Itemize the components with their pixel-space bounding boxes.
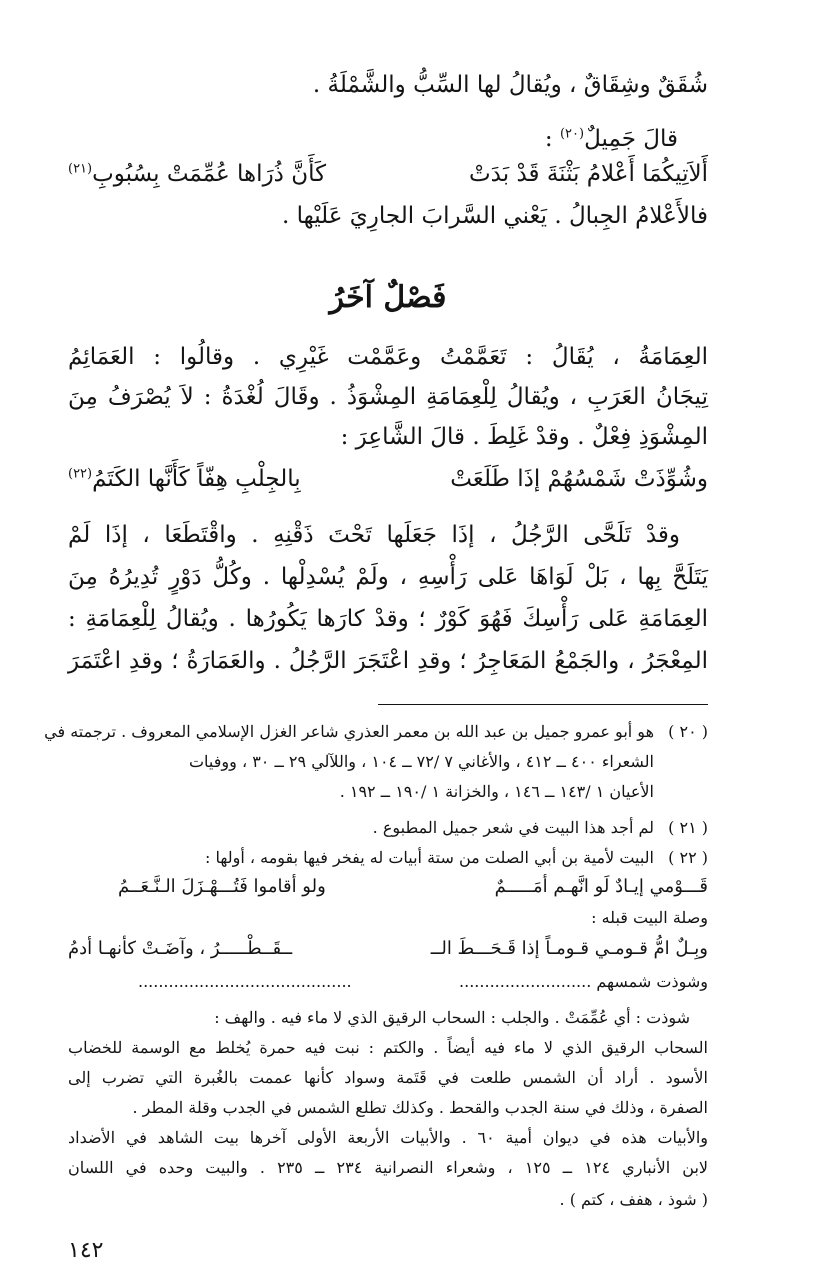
para1-line-2: تِيجَانُ العَرَبِ ، ويُقالُ لِلْعِمَامَةِ المِشْوَذُ . وقَالَ لُغْدَةُ : لاَ يُصْرَفُ مِنَ	[68, 384, 708, 410]
footnote-22-explain-7: ( شوذ ، هفف ، كتم ) .	[559, 1190, 708, 1209]
para1-line-1: العِمَامَةُ ، يُقَالُ : تَعَمَّمْتُ وعَمَّمْت غَيْرِي . وقالُوا : العَمَائِمُ	[68, 344, 708, 370]
footnote-20-text-1: هو أبو عمرو جميل بن عبد الله بن معمر العذري شاعر الغزل الإسلامي المعروف . ترجمته في	[44, 722, 654, 741]
fn22-v1-right: قَـــوْمي إيـادٌ لَو انَّهـم أمَـــــمٌ	[494, 876, 708, 897]
fn22-v3-right: وشوذت شمسهم ..........................	[459, 972, 708, 991]
footnote-ref-20: (٢٠)	[559, 126, 585, 142]
fn22-v2-left: ــقَــطْـــــرُ ، وآضَـتْ كأنهـا أدمُ	[68, 938, 293, 959]
footnote-20-line-3: الأعيان ١ /١٤٣ ــ ١٤٦ ، والخزانة ١ /١٩٠ ــ ١٩٢ .	[339, 782, 654, 801]
para2-line-4: المِعْجَرُ ، والجَمْعُ المَعَاجِرُ ؛ وقدِ اعْتَجَرَ الرَّجُلُ . والعَمَارَةُ ؛ وقدِ اعْتَمَرَ	[68, 648, 708, 674]
para2-line-3: العِمَامَةِ عَلى رَأْسِكَ فَهُوَ كَوْرٌ ؛ وقدْ كارَها يَكُورُها . ويُقالُ لِلْعِمَامَةِ :	[68, 606, 708, 632]
section-heading: فَصْلٌ آخَرُ	[329, 280, 447, 315]
fn22-v3-left: ..........................................	[138, 972, 352, 991]
footnote-22-link: وصلة البيت قبله :	[591, 908, 708, 927]
fn22-v1-left: ولو أقاموا فَتُـــهْـزَلَ الـنَّـعَــمُ	[118, 876, 326, 897]
footnote-22-verse-2	[68, 938, 708, 960]
para2-line-2: يَتَلَحَّ بِها ، بَلْ لَوَاهَا عَلى رَأْسِهِ ، ولَمْ يُسْدِلْها . وكُلُّ دَوْرٍ تُدِيرُهُ مِنَ	[68, 564, 708, 590]
footnote-22-verse-1	[68, 876, 708, 898]
body-line-1: شُقَقٌ وشِقَاقٌ ، ويُقالُ لها السِّبُّ والشَّمْلَةُ .	[312, 72, 708, 98]
footnote-22-explain-3: الأسود . أراد أن الشمس طلعت في قَتَمة وسواد كأنها عممت بالغُبرة التي تضرب إلى	[68, 1068, 708, 1087]
footnote-21-number: ( ٢١ )	[668, 818, 708, 837]
footnote-22-intro-text: البيت لأمية بن أبي الصلت من ستة أبيات له يفخر فيها بقومه ، أولها :	[205, 848, 654, 867]
verse-2	[68, 466, 708, 492]
book-page	[44, 0, 709, 1287]
footnote-22-explain-2: السحاب الرقيق الذي لا ماء فيه أيضاً . والكتم : نبت فيه حمرة يُخلط مع الوسمة للخضاب	[68, 1038, 708, 1057]
verse-1-right: أَلاَتِيكُمَا أَعْلامُ بَثْنَةَ قَدْ بَدَتْ	[469, 161, 708, 187]
body-line-3: فالأَعْلامُ الجِبالُ . يَعْني السَّرابَ الجارِيَ عَلَيْها .	[281, 203, 708, 229]
footnote-22-verse-3	[68, 972, 708, 991]
footnote-20-number: ( ٢٠ )	[668, 722, 708, 741]
footnote-22-explain-1: شوذت : أي عُمِّمَتْ . والجلب : السحاب الرقيق الذي لا ماء فيه . والهف :	[214, 1008, 690, 1027]
footnote-divider	[378, 704, 708, 705]
verse-2-right: وشُوِّذَتْ شَمْسُهُمْ إذَا طَلَعَتْ	[450, 466, 708, 492]
body-line-2	[318, 126, 678, 152]
footnote-22-explain-4: الصفرة ، وذلك في سنة الجدب والقحط . وكذلك تطلع الشمس في الجدب وقلة المطر .	[132, 1098, 708, 1117]
footnote-22-number: ( ٢٢ )	[668, 848, 708, 867]
verse-2-left: بِالجِلْبِ هِفّاً كَأَنَّها الكَتَمُ	[92, 466, 301, 492]
footnote-ref-21: (٢١)	[68, 161, 93, 177]
footnote-22-intro	[68, 848, 708, 867]
footnote-20-line-2: الشعراء ٤٠٠ ــ ٤١٢ ، والأغاني ٧ /٧٢ ــ ١٠٤ ، واللآلي ٢٩ ــ ٣٠ ، ووفيات	[188, 752, 654, 771]
footnote-20-line-1	[44, 722, 708, 741]
para2-line-1: وقدْ تَلَحَّى الرَّجُلُ ، إذَا جَعَلَها تَحْتَ ذَقْنِهِ . واقْتَطَعَا ، إذَا لَمْ	[68, 522, 680, 548]
verse-1-left: كَأَنَّ ذُرَاها عُمِّمَتْ بِسُبُوبِ	[92, 161, 327, 187]
footnote-21	[68, 818, 708, 837]
verse-1	[68, 161, 708, 187]
fn22-v2-right: وبِـلٌ امُّ قـومـي قـومـاً إذا قَـحَـــطَ الــ	[430, 938, 708, 959]
para1-line-3: المِشْوَذِ فِعْلٌ . وقدْ غَلِطَ . قالَ الشَّاعِرَ :	[340, 424, 708, 450]
footnote-ref-22: (٢٢)	[68, 466, 93, 482]
poet-intro: قالَ جَمِيلٌ	[584, 126, 678, 152]
footnote-22-explain-6: لابن الأنباري ١٢٤ ــ ١٢٥ ، وشعراء النصرانية ٢٣٤ ــ ٢٣٥ . والبيت وحده في اللسان	[68, 1158, 709, 1177]
footnote-22-explain-5: والأبيات هذه في ديوان أمية ٦٠ . والأبيات الأربعة الأولى آخرها بيت الشاهد في الأضداد	[68, 1128, 709, 1147]
footnote-21-text: لم أجد هذا البيت في شعر جميل المطبوع .	[372, 818, 654, 837]
colon: :	[544, 126, 553, 152]
page-number: ١٤٢	[68, 1238, 104, 1263]
